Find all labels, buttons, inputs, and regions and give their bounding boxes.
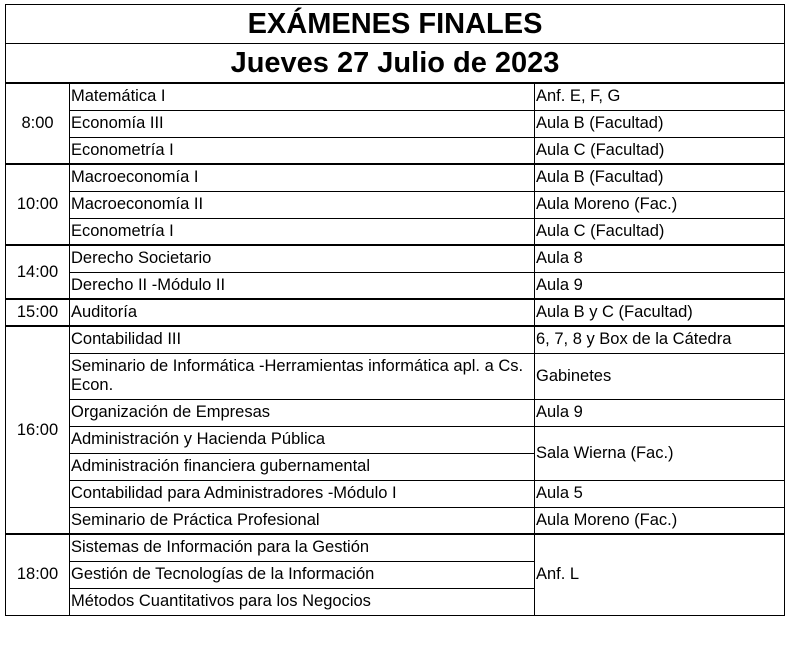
table-row — [6, 426, 785, 453]
room-cell: Aula 5 — [535, 480, 785, 507]
table-row — [6, 480, 785, 507]
subject-cell: Gestión de Tecnologías de la Información — [70, 561, 535, 588]
table-row — [6, 272, 785, 299]
subject-cell: Administración y Hacienda Pública — [70, 426, 535, 453]
table-row — [6, 326, 785, 353]
subject-cell: Sistemas de Información para la Gestión — [70, 534, 535, 561]
table-row — [6, 137, 785, 164]
room-cell: Aula 8 — [535, 245, 785, 272]
exam-date: Jueves 27 Julio de 2023 — [6, 44, 785, 84]
time-slot: 16:00 — [6, 326, 70, 534]
exam-schedule-table — [5, 4, 785, 616]
room-cell: 6, 7, 8 y Box de la Cátedra — [535, 326, 785, 353]
room-cell: Anf. E, F, G — [535, 83, 785, 110]
room-cell: Aula Moreno (Fac.) — [535, 191, 785, 218]
room-cell: Aula 9 — [535, 272, 785, 299]
room-cell: Aula B (Facultad) — [535, 110, 785, 137]
subject-cell: Econometría I — [70, 218, 535, 245]
time-slot: 14:00 — [6, 245, 70, 299]
subject-cell: Organización de Empresas — [70, 399, 535, 426]
room-cell: Anf. L — [535, 534, 785, 615]
table-row — [6, 245, 785, 272]
room-cell: Gabinetes — [535, 353, 785, 399]
room-cell: Aula C (Facultad) — [535, 137, 785, 164]
room-cell: Aula B (Facultad) — [535, 164, 785, 191]
table-row — [6, 191, 785, 218]
room-cell: Aula Moreno (Fac.) — [535, 507, 785, 534]
time-slot: 10:00 — [6, 164, 70, 245]
subject-cell: Seminario de Informática -Herramientas informática apl. a Cs. Econ. — [70, 353, 535, 399]
subject-cell: Matemática I — [70, 83, 535, 110]
room-cell: Aula B y C (Facultad) — [535, 299, 785, 326]
table-row — [6, 110, 785, 137]
room-cell: Aula C (Facultad) — [535, 218, 785, 245]
table-row — [6, 218, 785, 245]
room-cell: Sala Wierna (Fac.) — [535, 426, 785, 480]
subject-cell: Métodos Cuantitativos para los Negocios — [70, 588, 535, 615]
subject-cell: Administración financiera gubernamental — [70, 453, 535, 480]
table-row — [6, 164, 785, 191]
table-row — [6, 83, 785, 110]
table-row — [6, 399, 785, 426]
subject-cell: Macroeconomía II — [70, 191, 535, 218]
page-title: EXÁMENES FINALES — [6, 5, 785, 44]
subject-cell: Econometría I — [70, 137, 535, 164]
table-row — [6, 507, 785, 534]
subject-cell: Contabilidad para Administradores -Módulo I — [70, 480, 535, 507]
subject-cell: Seminario de Práctica Profesional — [70, 507, 535, 534]
subject-cell: Derecho II -Módulo II — [70, 272, 535, 299]
subject-cell: Contabilidad III — [70, 326, 535, 353]
table-row — [6, 534, 785, 561]
subject-cell: Economía III — [70, 110, 535, 137]
subject-cell: Macroeconomía I — [70, 164, 535, 191]
table-row — [6, 299, 785, 326]
time-slot: 15:00 — [6, 299, 70, 326]
table-row — [6, 353, 785, 399]
time-slot: 18:00 — [6, 534, 70, 615]
subject-cell: Derecho Societario — [70, 245, 535, 272]
time-slot: 8:00 — [6, 83, 70, 164]
room-cell: Aula 9 — [535, 399, 785, 426]
subject-cell: Auditoría — [70, 299, 535, 326]
